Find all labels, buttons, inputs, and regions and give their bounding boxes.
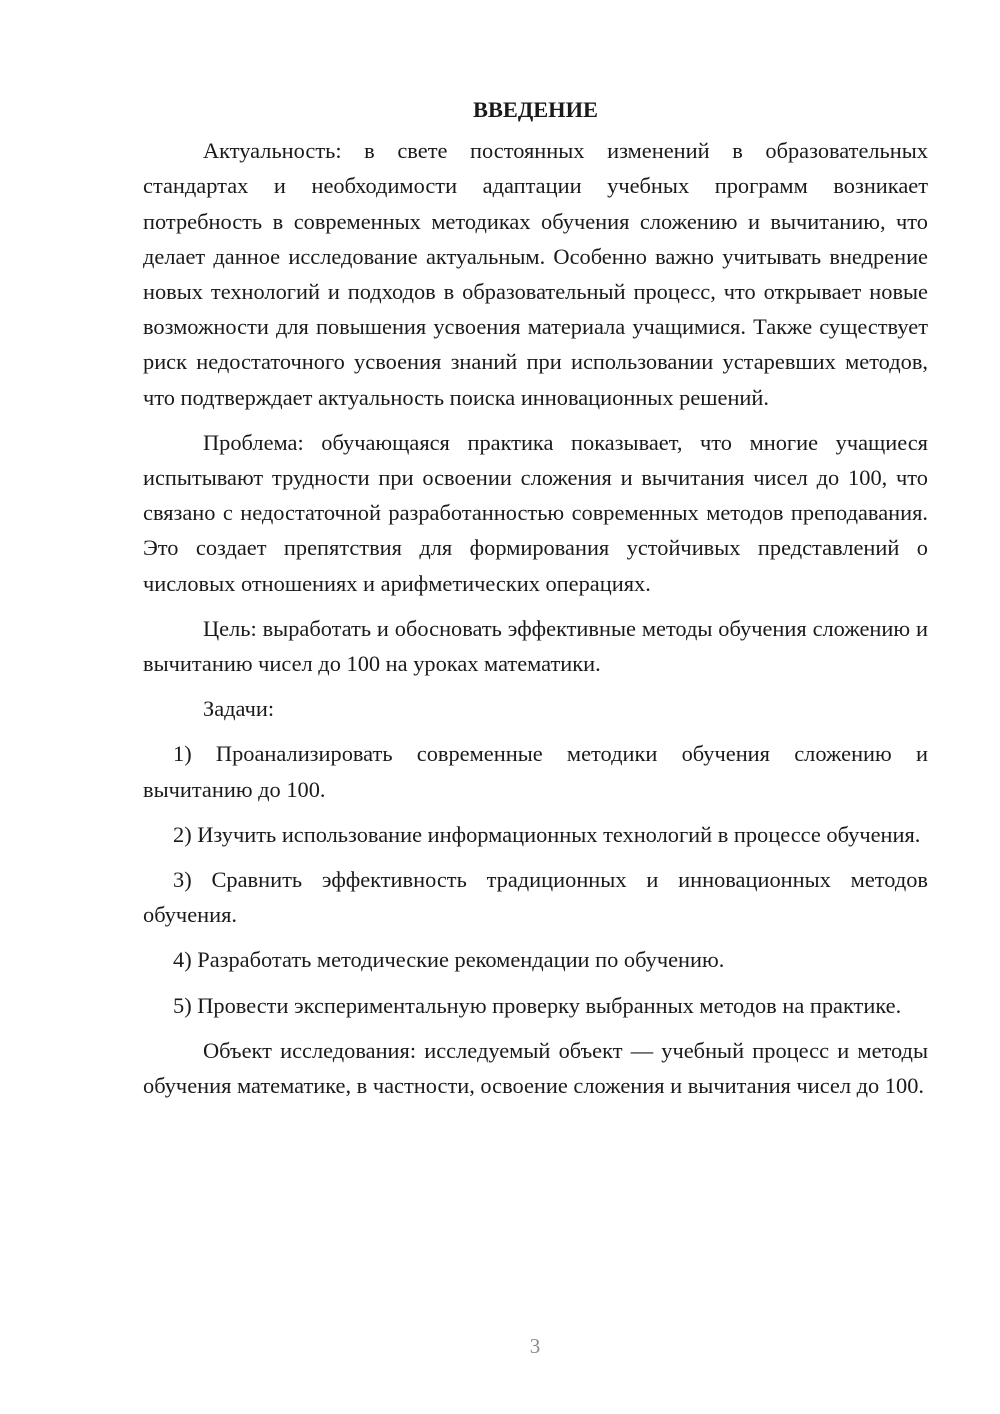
tasks-list (143, 736, 928, 1022)
task-item: 2) Изучить использование информационных технологий в процессе обучения. (173, 821, 921, 847)
paragraph-goal: Цель: выработать и обосновать эффективные методы обучения сложению и вычитанию чисел до 100 на уроках математики. (143, 615, 928, 677)
document-page (143, 92, 928, 1113)
task-item: 3) Сравнить эффективность традиционных и инновационных методов обучения. (143, 867, 928, 928)
page-title: ВВЕДЕНИЕ (473, 97, 598, 122)
task-item: 1) Проанализировать современные методики обучения сложению и вычитанию до 100. (143, 741, 928, 802)
task-item: 5) Провести экспериментальную проверку выбранных методов на практике. (173, 992, 902, 1018)
paragraph-problem: Проблема: обучающаяся практика показывает, что многие учащиеся испытывают трудности при освоении сложения и вычитания чисел до 100, что связано с недостаточной разработанностью современных методов преподавания. Это создает препятствия для формирования устойчивых представлений о числовых отношениях и арифметических операциях. (143, 429, 928, 596)
paragraph-object: Объект исследования: исследуемый объект — учебный процесс и методы обучения математике, в частности, освоение сложения и вычитания чисел до 100. (143, 1037, 928, 1099)
tasks-heading: Задачи: (203, 696, 275, 722)
page-number: 3 (529, 1334, 541, 1358)
task-item: 4) Разработать методические рекомендации по обучению. (173, 947, 725, 973)
paragraph-relevance: Актуальность: в свете постоянных изменений в образовательных стандартах и необходимости адаптации учебных программ возникает потребность в современных методиках обучения сложению и вычитанию, что делает данное исследование актуальным. Особенно важно учитывать внедрение новых технологий и подходов в образовательный процесс, что открывает новые возможности для повышения усвоения материала учащимися. Также существует риск недостаточного усвоения знаний при использовании устаревших методов, что подтверждает актуальность поиска инновационных решений. (143, 138, 928, 410)
